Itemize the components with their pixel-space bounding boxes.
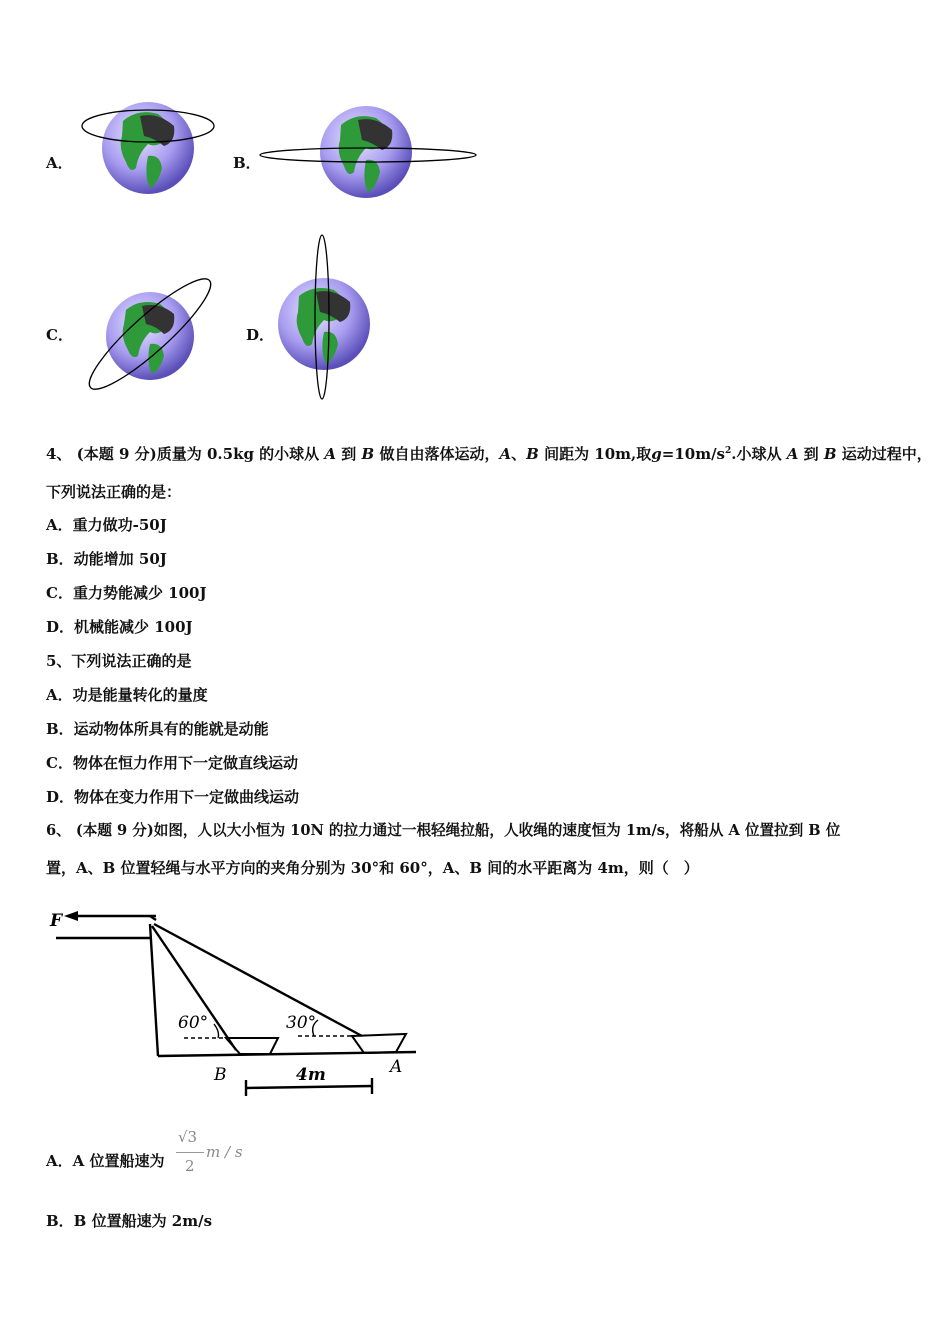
globe-orbit-a-image xyxy=(78,96,218,202)
q4-number: 4、 xyxy=(46,445,72,463)
q4-text-4: =10m/s xyxy=(661,445,726,463)
option-b-label: B． xyxy=(233,154,261,172)
angle-b-label: 60° xyxy=(178,1013,209,1033)
force-label: F xyxy=(50,911,63,931)
q6-option-a-prefix: A．A 位置船速为 xyxy=(46,1152,165,1170)
q6-frac-unit: m / s xyxy=(206,1143,243,1161)
q4-point-a3: A xyxy=(786,445,799,463)
point-b-label: B xyxy=(214,1065,227,1085)
globe-orbit-c-image xyxy=(80,268,222,402)
q5-option-b: B．运动物体所具有的能就是动能 xyxy=(46,720,269,738)
q6-option-b: B．B 位置船速为 2m/s xyxy=(46,1212,213,1230)
q4-option-d: D．机械能减少 100J xyxy=(46,618,193,636)
q4-score: (本题 9 分) xyxy=(76,445,157,463)
q4-option-b: B．动能增加 50J xyxy=(46,550,167,568)
q4-point-a: A xyxy=(324,445,337,463)
q6-frac-numerator: √3 xyxy=(178,1128,198,1146)
q4-text-to2: 到 xyxy=(803,445,819,463)
q5-option-a: A．功是能量转化的量度 xyxy=(46,686,208,704)
q4-point-b: B xyxy=(361,445,375,463)
q4-stem-line2: 下列说法正确的是： xyxy=(46,483,182,501)
q4-stem-line1 xyxy=(46,444,932,464)
q4-text-1: 质量为 0.5kg 的小球从 xyxy=(156,445,320,463)
q6-stem-line1: 6、 (本题 9 分)如图，人以大小恒为 10N 的拉力通过一根轻绳拉船，人收绳的速度恒为 1m/s，将船从 A 位置拉到 B 位 xyxy=(46,822,841,839)
option-d-label: D． xyxy=(246,326,275,344)
q6-frac-bar xyxy=(176,1152,204,1153)
q4-sep: 、 xyxy=(511,445,527,463)
q5-option-d: D．物体在变力作用下一定做曲线运动 xyxy=(46,788,300,806)
q4-g: g xyxy=(651,445,662,463)
point-a-label: A xyxy=(390,1057,403,1077)
option-c-label: C． xyxy=(46,326,73,344)
option-a-label: A． xyxy=(46,154,73,172)
globe-orbit-d-image xyxy=(274,234,374,402)
boat-pulling-diagram xyxy=(46,906,426,1106)
q4-text-5: .小球从 xyxy=(731,445,782,463)
q5-stem: 5、下列说法正确的是 xyxy=(46,652,192,670)
q6-frac-denominator: 2 xyxy=(185,1157,195,1175)
q4-point-b3: B xyxy=(823,445,837,463)
q4-text-2: 做自由落体运动， xyxy=(379,445,500,463)
q4-option-a: A．重力做功-50J xyxy=(46,516,167,534)
globe-orbit-b-image xyxy=(258,100,480,200)
angle-a-label: 30° xyxy=(286,1013,317,1033)
distance-label: 4m xyxy=(296,1065,326,1085)
q4-text-3: 间距为 10m,取 xyxy=(544,445,652,463)
q4-option-c: C．重力势能减少 100J xyxy=(46,584,207,602)
q4-text-to: 到 xyxy=(341,445,357,463)
q4-text-6: 运动过程中， xyxy=(841,445,932,463)
q5-option-c: C．物体在恒力作用下一定做直线运动 xyxy=(46,754,298,772)
q4-point-b2: B xyxy=(526,445,539,463)
q6-stem-line2: 置，A、B 位置轻绳与水平方向的夹角分别为 30°和 60°，A、B 间的水平距离为 4m，则（ ） xyxy=(46,859,699,877)
q4-sup: 2 xyxy=(725,446,732,456)
q4-point-a2: A xyxy=(499,445,512,463)
